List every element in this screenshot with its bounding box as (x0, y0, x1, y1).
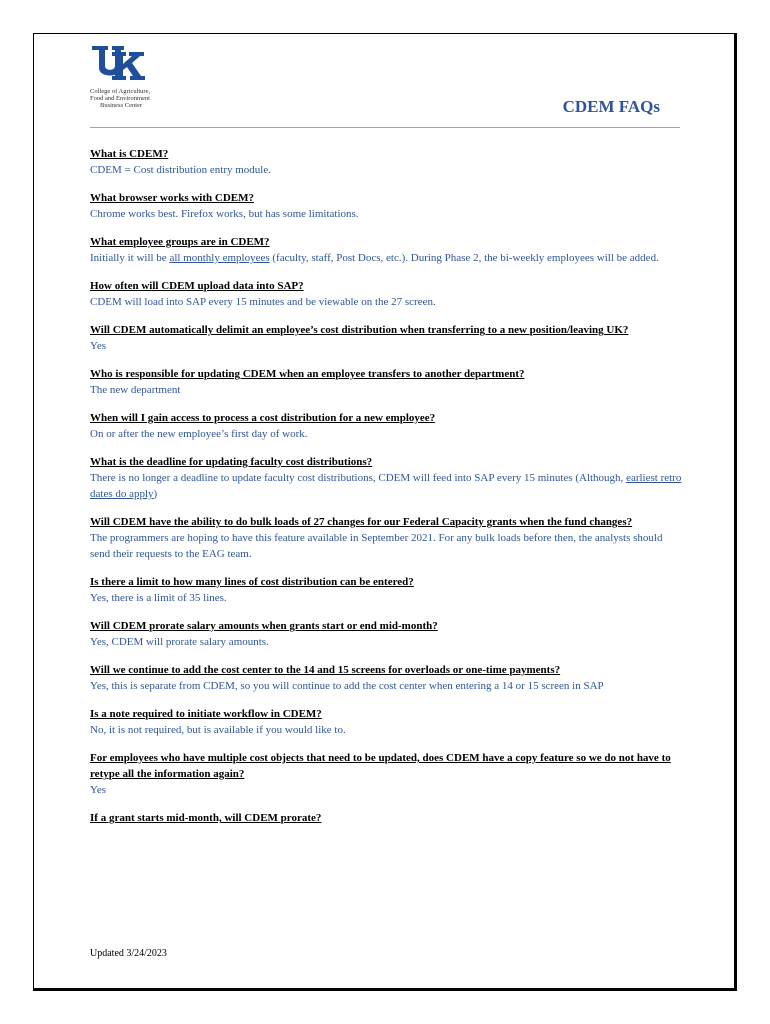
logo-caption (90, 88, 180, 109)
faq-question: Is a note required to initiate workflow in CDEM? (90, 708, 322, 720)
logo-line: Food and Environment (90, 95, 150, 102)
logo-line: College of Agriculture, (90, 88, 151, 95)
page-title: CDEM FAQs (562, 97, 660, 116)
faq-answer: The programmers are hoping to have this feature available in September 2021. For any bulk loads before then, the analysts should send their requests to the EAG team. (90, 532, 663, 560)
faq-item (90, 410, 682, 442)
faq-item (90, 750, 682, 798)
faq-question: Is there a limit to how many lines of cost distribution can be entered? (90, 576, 414, 588)
answer-underlined-text: earliest retro dates do apply (90, 472, 682, 500)
faq-question: When will I gain access to process a cost distribution for a new employee? (90, 412, 436, 424)
faq-question: What is the deadline for updating faculty cost distributions? (90, 456, 373, 468)
uk-logo-mark (90, 44, 146, 84)
faq-answer: Yes, CDEM will prorate salary amounts. (90, 636, 269, 648)
faq-question: What employee groups are in CDEM? (90, 236, 270, 248)
faq-question: Will CDEM automatically delimit an employee’s cost distribution when transferring to a new position/leaving UK? (90, 324, 629, 336)
answer-text: (faculty, staff, Post Docs, etc.). During Phase 2, the bi-weekly employees will be added. (269, 252, 659, 264)
logo-line: Business Center (100, 102, 143, 109)
faq-answer: Yes (90, 784, 107, 796)
faq-item (90, 706, 682, 738)
faq-answer: Yes (90, 340, 107, 352)
faq-question: If a grant starts mid-month, will CDEM prorate? (90, 812, 322, 824)
answer-text: ) (153, 488, 158, 500)
answer-text: Initially it will be (90, 252, 170, 264)
updated-date: Updated 3/24/2023 (90, 948, 167, 959)
faq-answer: On or after the new employee’s first day of work. (90, 428, 308, 440)
faq-question: For employees who have multiple cost objects that need to be updated, does CDEM have a copy feature so we do not have to retype all the information again? (90, 752, 671, 780)
faq-question: What is CDEM? (90, 148, 169, 160)
faq-question: How often will CDEM upload data into SAP? (90, 280, 304, 292)
faq-item (90, 278, 682, 310)
faq-item (90, 322, 682, 354)
faq-question: Will CDEM have the ability to do bulk loads of 27 changes for our Federal Capacity grants when the fund changes? (90, 516, 633, 528)
faq-answer: No, it is not required, but is available if you would like to. (90, 724, 346, 736)
faq-answer: CDEM will load into SAP every 15 minutes and be viewable on the 27 screen. (90, 296, 436, 308)
answer-text: There is no longer a deadline to update faculty cost distributions, CDEM will feed into SAP every 15 minutes (Although, (90, 472, 627, 484)
faq-item (90, 234, 682, 266)
faq-item (90, 454, 682, 502)
faq-question: Will CDEM prorate salary amounts when grants start or end mid-month? (90, 620, 438, 632)
faq-answer (90, 250, 682, 266)
faq-item (90, 146, 682, 178)
faq-item (90, 366, 682, 398)
faq-question: Will we continue to add the cost center to the 14 and 15 screens for overloads or one-time payments? (90, 664, 561, 676)
answer-underlined-text: all monthly employees (169, 252, 270, 264)
faq-item (90, 810, 682, 826)
faq-item (90, 618, 682, 650)
faq-item (90, 190, 682, 222)
faq-list (90, 146, 682, 838)
faq-answer: The new department (90, 384, 181, 396)
faq-answer: Chrome works best. Firefox works, but has some limitations. (90, 208, 359, 220)
faq-item (90, 662, 682, 694)
header-divider (90, 127, 680, 128)
faq-question: What browser works with CDEM? (90, 192, 254, 204)
uk-logo (90, 44, 180, 109)
faq-answer (90, 470, 682, 502)
faq-question: Who is responsible for updating CDEM when an employee transfers to another department? (90, 368, 525, 380)
faq-item (90, 574, 682, 606)
faq-answer: Yes, there is a limit of 35 lines. (90, 592, 227, 604)
faq-item (90, 514, 682, 562)
faq-answer: CDEM = Cost distribution entry module. (90, 164, 271, 176)
faq-answer: Yes, this is separate from CDEM, so you will continue to add the cost center when entering a 14 or 15 screen in SAP (90, 680, 604, 692)
